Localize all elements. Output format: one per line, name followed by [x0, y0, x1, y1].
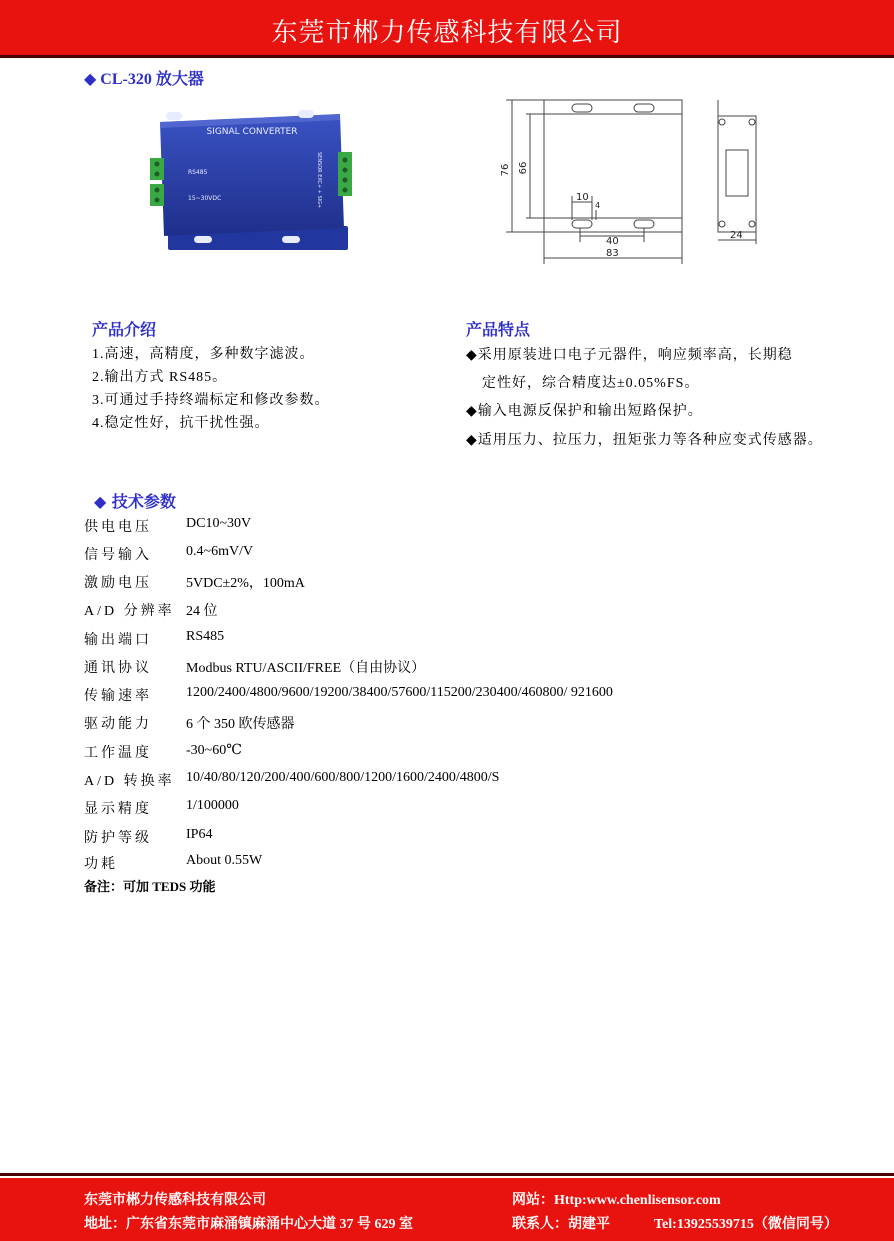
page-header	[0, 0, 894, 58]
spec-label: 显示精度	[84, 802, 152, 817]
spec-label: 功耗	[84, 857, 118, 872]
spec-value: DC10~30V	[186, 516, 252, 531]
spec-value: 5VDC±2%，100mA	[186, 576, 305, 591]
footer-contact: 联系人：胡建平	[512, 1217, 610, 1232]
footer-address: 地址：广东省东莞市麻涌镇麻涌中心大道 37 号 629 室	[84, 1217, 413, 1232]
intro-item: 2.输出方式 RS485。	[92, 370, 228, 385]
spec-value: 10/40/80/120/200/400/600/800/1200/1600/2400/4800/S	[186, 770, 500, 785]
spec-value: 6 个 350 欧传感器	[186, 717, 295, 732]
spec-value: Modbus RTU/ASCII/FREE（自由协议）	[186, 661, 426, 676]
spec-label: 工作温度	[84, 746, 152, 761]
mount-hole-icon	[282, 236, 300, 243]
spec-label: 输出端口	[84, 633, 152, 648]
device-label: SIGNAL CONVERTER	[206, 127, 298, 137]
spec-label: 驱动能力	[84, 717, 152, 732]
dim-40: 40	[606, 236, 619, 247]
feature-item: ◆输入电源反保护和输出短路保护。	[466, 404, 703, 419]
dimension-drawing	[496, 92, 776, 267]
page-footer	[0, 1176, 894, 1241]
front-view-outline	[544, 100, 682, 232]
footer-tel: Tel:13925539715（微信同号）	[654, 1217, 838, 1232]
spec-label: 供电电压	[84, 520, 152, 535]
feature-item-cont: 定性好，综合精度达±0.05%FS。	[482, 376, 700, 391]
feature-item: ◆适用压力、拉压力，扭矩张力等各种应变式传感器。	[466, 433, 823, 448]
spec-label: 信号输入	[84, 548, 152, 563]
mount-hole-icon	[298, 110, 314, 118]
spec-label: 激励电压	[84, 576, 152, 591]
spec-label: 防护等级	[84, 831, 152, 846]
device-side-label: SENSOR EXC+ + SIG+	[316, 152, 322, 209]
intro-item: 1.高速，高精度，多种数字滤波。	[92, 347, 315, 362]
dim-76: 76	[500, 163, 511, 177]
intro-item: 3.可通过手持终端标定和修改参数。	[92, 393, 330, 408]
terminal-block-left-top	[150, 158, 164, 180]
spec-label: 传输速率	[84, 689, 152, 704]
company-title: 东莞市郴力传感科技有限公司	[271, 18, 623, 48]
footer-company: 东莞市郴力传感科技有限公司	[84, 1193, 266, 1208]
dim-10: 10	[576, 192, 589, 203]
spec-value: 1200/2400/4800/9600/19200/38400/57600/115200/230400/460800/ 921600	[186, 685, 613, 700]
spec-value: 1/100000	[186, 798, 239, 813]
device-port-rs485: RS485	[188, 169, 208, 176]
spec-value: -30~60℃	[186, 743, 242, 758]
intro-item: 4.稳定性好，抗干扰性强。	[92, 416, 270, 431]
mount-hole-icon	[166, 112, 182, 120]
dim-66: 66	[518, 161, 529, 175]
spec-value: 0.4~6mV/V	[186, 544, 254, 559]
terminal-block-left-bottom	[150, 184, 164, 206]
spec-note: 备注：可加 TEDS 功能	[84, 879, 216, 894]
product-title: ◆ CL-320 放大器	[84, 71, 204, 88]
side-view-outline	[718, 116, 756, 232]
footer-website[interactable]: 网站：Http:www.chenlisensor.com	[512, 1193, 721, 1208]
dim-83: 83	[606, 248, 619, 259]
spec-value: About 0.55W	[186, 853, 263, 868]
device-photo	[148, 108, 358, 258]
dim-24: 24	[730, 230, 743, 241]
features-title: 产品特点	[466, 320, 531, 339]
dim-4: 4	[595, 201, 601, 210]
intro-title: 产品介绍	[92, 320, 157, 339]
spec-value: 24 位	[186, 604, 218, 619]
device-port-power: 15~30VDC	[188, 195, 222, 202]
spec-label: A/D 分辨率	[84, 604, 175, 619]
mount-hole-icon	[194, 236, 212, 243]
specs-title: ◆ 技术参数	[94, 492, 176, 511]
spec-value: RS485	[186, 629, 225, 644]
feature-item: ◆采用原装进口电子元器件，响应频率高，长期稳	[466, 348, 793, 363]
spec-label: A/D 转换率	[84, 774, 175, 789]
spec-value: IP64	[186, 827, 213, 842]
spec-label: 通讯协议	[84, 661, 152, 676]
